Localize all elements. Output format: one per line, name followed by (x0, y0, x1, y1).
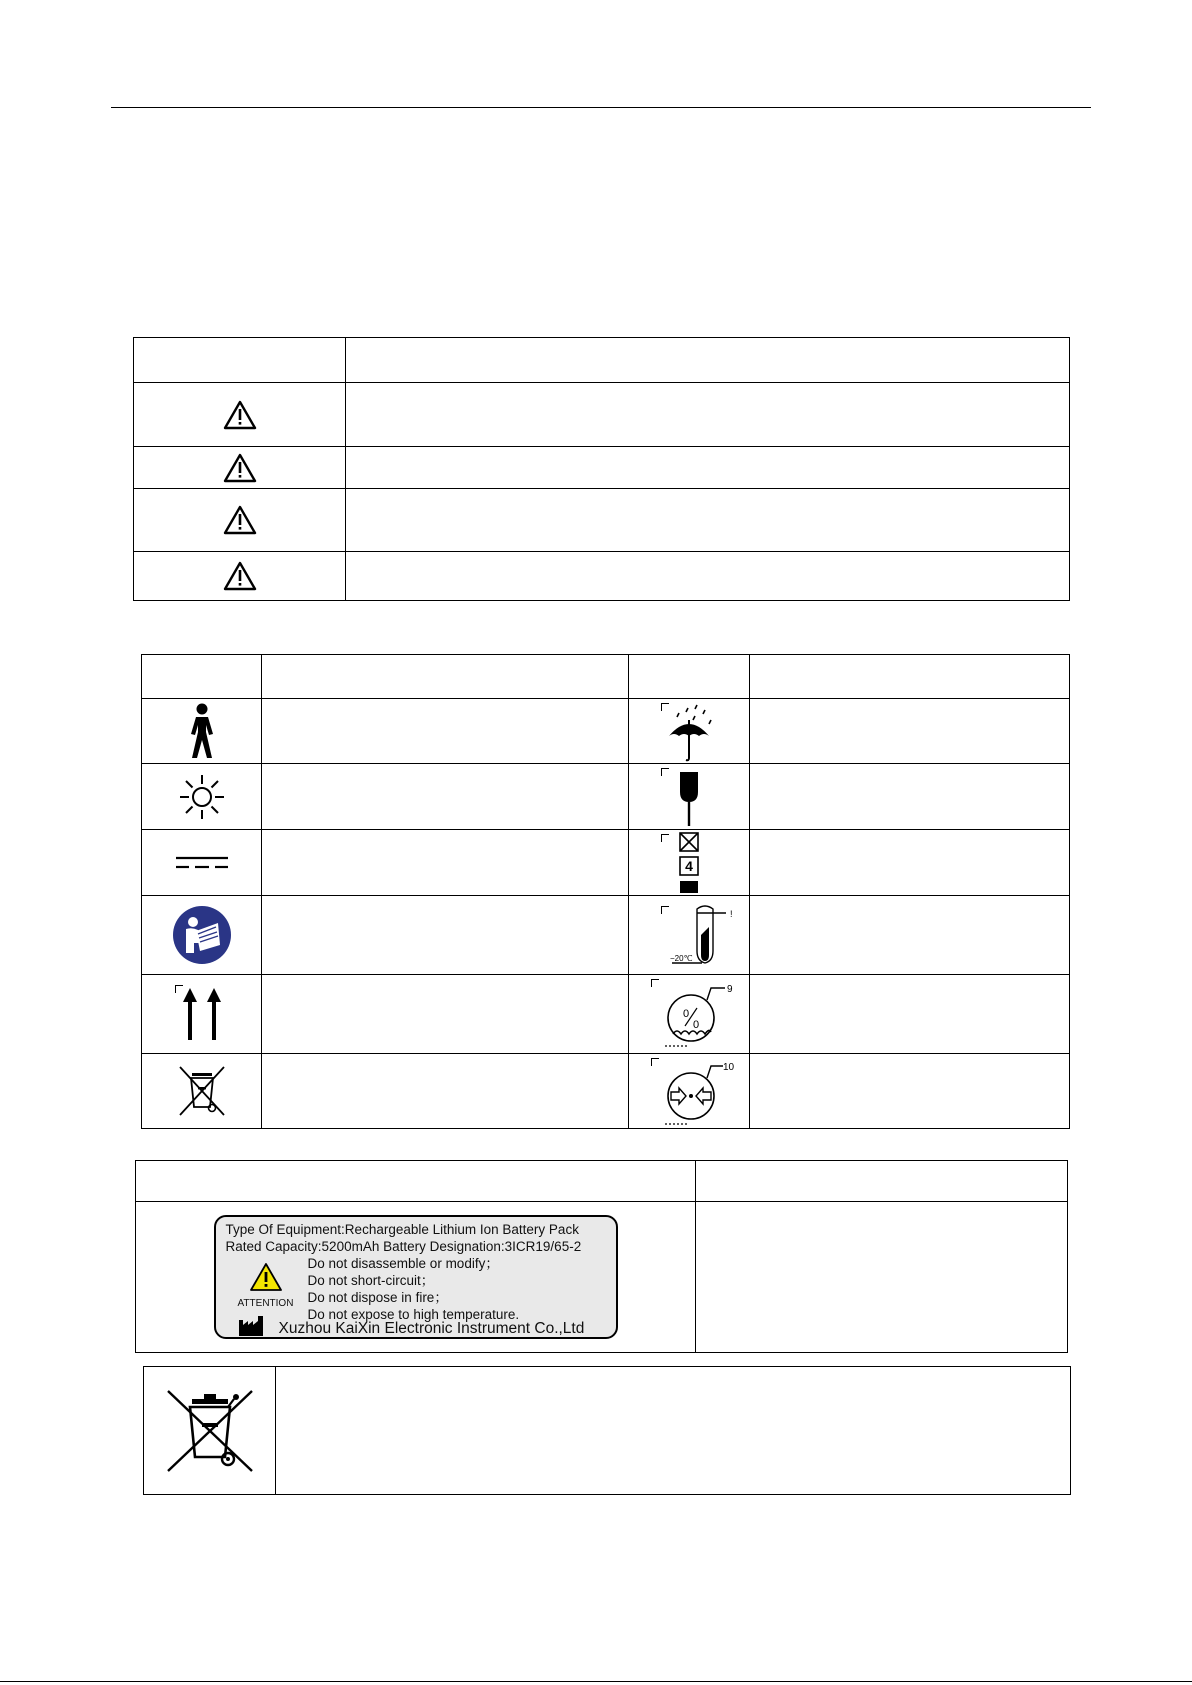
temperature-upper-mark: ! (730, 909, 733, 919)
label-warning-temperature: Do not expose to high temperature. (307, 1307, 520, 1322)
this-way-up-icon (178, 986, 226, 1042)
warning-triangle-icon (223, 400, 257, 430)
label-attention: ATTENTION (237, 1298, 294, 1309)
table-row (142, 830, 1070, 896)
corner-mark (651, 979, 659, 987)
table-row (142, 975, 1070, 1054)
keep-dry-icon (661, 700, 717, 762)
warning-triangle-icon (223, 561, 257, 591)
stacking-limit-icon (674, 831, 704, 895)
table-row (134, 552, 1070, 601)
warning-table (133, 337, 1070, 601)
humidity-limit-icon (641, 978, 737, 1050)
table-row (144, 1367, 1071, 1495)
refer-to-manual-icon (172, 905, 232, 965)
stack-limit-number: 4 (685, 857, 693, 874)
battery-label (214, 1215, 618, 1339)
pressure-upper-mark: 10 (723, 1062, 735, 1073)
humidity-o-mark: 0 (683, 1008, 690, 1020)
table-row (142, 655, 1070, 699)
table-row (134, 447, 1070, 489)
manufacturer-icon (238, 1316, 264, 1336)
symbol-table (141, 654, 1070, 1129)
corner-mark (661, 906, 669, 914)
label-warning-fire: Do not dispose in fire； (307, 1290, 448, 1305)
humidity-upper-mark: 9 (727, 984, 733, 995)
label-warning-short-circuit: Do not short-circuit； (307, 1273, 435, 1288)
corner-mark (661, 703, 669, 711)
table-row (142, 699, 1070, 764)
table-row (136, 1161, 1068, 1202)
table-row (136, 1202, 1068, 1353)
battery-label-table (135, 1160, 1068, 1353)
label-warning-disassemble: Do not disassemble or modify； (307, 1256, 499, 1271)
corner-mark (651, 1058, 659, 1066)
corner-mark (661, 834, 669, 842)
atmospheric-pressure-icon (641, 1056, 737, 1126)
temperature-lower-mark: −20℃ (670, 954, 693, 963)
label-rated-capacity: Rated Capacity:5200mAh Battery Designation:3ICR19/65-2 (225, 1239, 582, 1254)
table-row (134, 383, 1070, 447)
table-row (142, 1054, 1070, 1129)
fragile-icon (671, 766, 707, 828)
warning-triangle-icon (223, 453, 257, 483)
table-row (134, 489, 1070, 552)
corner-mark (661, 768, 669, 776)
disposal-table (143, 1366, 1071, 1495)
label-manufacturer: Xuzhou KaiXin Electronic Instrument Co.,Ltd (278, 1320, 585, 1337)
footer-rule (0, 1681, 1192, 1682)
table-row (134, 338, 1070, 383)
type-b-applied-part-icon (182, 702, 222, 760)
humidity-o-mark: 0 (693, 1019, 700, 1031)
header-rule (111, 107, 1091, 108)
weee-disposal-icon (162, 1385, 258, 1477)
temperature-limit-icon (642, 901, 736, 969)
table-row (142, 896, 1070, 975)
direct-current-icon (174, 853, 230, 873)
table-row (142, 764, 1070, 830)
label-equipment-type: Type Of Equipment:Rechargeable Lithium Ion Battery Pack (225, 1222, 579, 1237)
weee-disposal-icon (176, 1063, 228, 1119)
warning-triangle-icon (223, 505, 257, 535)
warning-triangle-icon (249, 1262, 283, 1292)
corner-mark (175, 985, 183, 993)
power-on-icon (178, 773, 226, 821)
